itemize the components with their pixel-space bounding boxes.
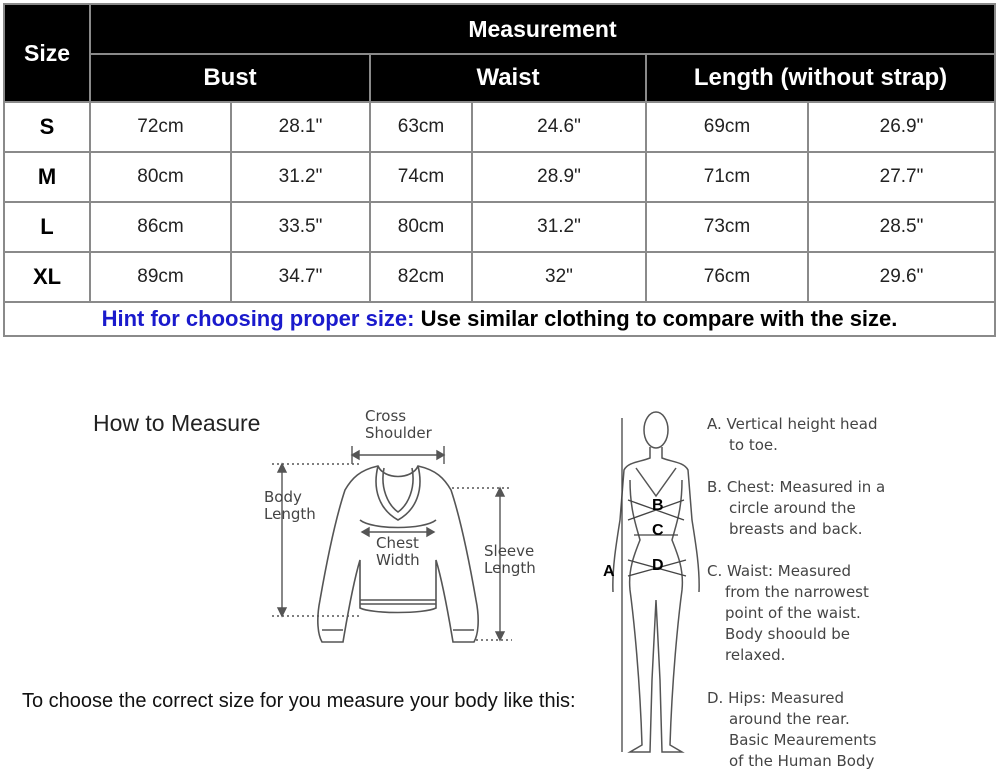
chest-width-label-line1: Chest [376,534,419,552]
chest-width-label-line2: Width [376,551,420,569]
sleeve-length-label-line1: Sleeve [484,542,535,560]
length-cm-cell: 71cm [646,152,808,202]
length-cm-cell: 69cm [646,102,808,152]
bust-cm-cell: 72cm [90,102,231,152]
waist-in-cell: 28.9" [472,152,646,202]
chest-width-label [376,535,420,569]
body-length-label-line1: Body [264,488,302,506]
measurement-header: Measurement [90,4,995,54]
waist-header: Waist [370,54,646,102]
legend-b [707,477,885,540]
length-in-cell: 26.9" [808,102,995,152]
waist-in-cell: 31.2" [472,202,646,252]
bust-cm-cell: 89cm [90,252,231,302]
body-measure-lines [622,418,686,752]
legend-c-line: from the narrowest [725,583,869,601]
length-header: Length (without strap) [646,54,995,102]
point-b-label: B [652,497,664,514]
length-cm-cell: 76cm [646,252,808,302]
waist-cm-cell: 74cm [370,152,472,202]
how-to-measure-title: How to Measure [93,410,261,436]
legend-c-line: C. Waist: Measured [707,562,852,580]
legend-a [707,414,877,456]
legend-c [707,561,869,666]
bust-header: Bust [90,54,370,102]
body-length-label [264,489,316,523]
bust-cm-cell: 86cm [90,202,231,252]
legend-d-line: of the Human Body [729,752,875,770]
hint-text: Use similar clothing to compare with the size. [414,306,898,331]
waist-in-cell: 24.6" [472,102,646,152]
bust-in-cell: 34.7" [231,252,370,302]
legend-c-line: relaxed. [725,646,786,664]
size-cell: XL [4,252,90,302]
waist-cm-cell: 82cm [370,252,472,302]
point-d-label: D [652,557,664,574]
legend-b-line: B. Chest: Measured in a [707,478,886,496]
point-c-label: C [652,522,664,539]
legend-d [707,688,876,772]
size-header: Size [4,4,90,102]
point-a-label: A [603,563,615,580]
body-figure [613,412,699,752]
legend-a-line: A. Vertical height head [707,415,878,433]
hint-label: Hint for choosing proper size: [101,306,415,331]
bust-in-cell: 28.1" [231,102,370,152]
length-in-cell: 27.7" [808,152,995,202]
cross-shoulder-label-line1: Cross [365,407,407,425]
size-cell: S [4,102,90,152]
sleeve-length-label [484,543,536,577]
sweater-chest-curve [360,520,436,528]
legend-b-line: breasts and back. [729,520,863,538]
waist-cm-cell: 63cm [370,102,472,152]
length-cm-cell: 73cm [646,202,808,252]
legend-c-line: Body shoould be [725,625,851,643]
measure-instruction: To choose the correct size for you measure your body like this: [22,690,576,712]
sweater-hem [360,600,436,604]
bust-in-cell: 33.5" [231,202,370,252]
legend-d-line: Basic Meaurements [729,731,877,749]
size-cell: M [4,152,90,202]
legend-d-line: around the rear. [729,710,850,728]
waist-cm-cell: 80cm [370,202,472,252]
sleeve-length-label-line2: Length [484,559,536,577]
body-head [644,412,668,448]
cross-shoulder-label-line2: Shoulder [365,424,432,442]
bust-cm-cell: 80cm [90,152,231,202]
legend-a-line: to toe. [729,436,778,454]
body-length-label-line2: Length [264,505,316,523]
body-neckline [636,468,676,496]
length-in-cell: 28.5" [808,202,995,252]
legend-c-line: point of the waist. [725,604,861,622]
size-cell: L [4,202,90,252]
body-legs [630,480,683,752]
legend-d-line: D. Hips: Measured [707,689,844,707]
length-in-cell: 29.6" [808,252,995,302]
legend-b-line: circle around the [729,499,856,517]
bust-in-cell: 31.2" [231,152,370,202]
waist-in-cell: 32" [472,252,646,302]
cross-shoulder-label [365,408,432,442]
